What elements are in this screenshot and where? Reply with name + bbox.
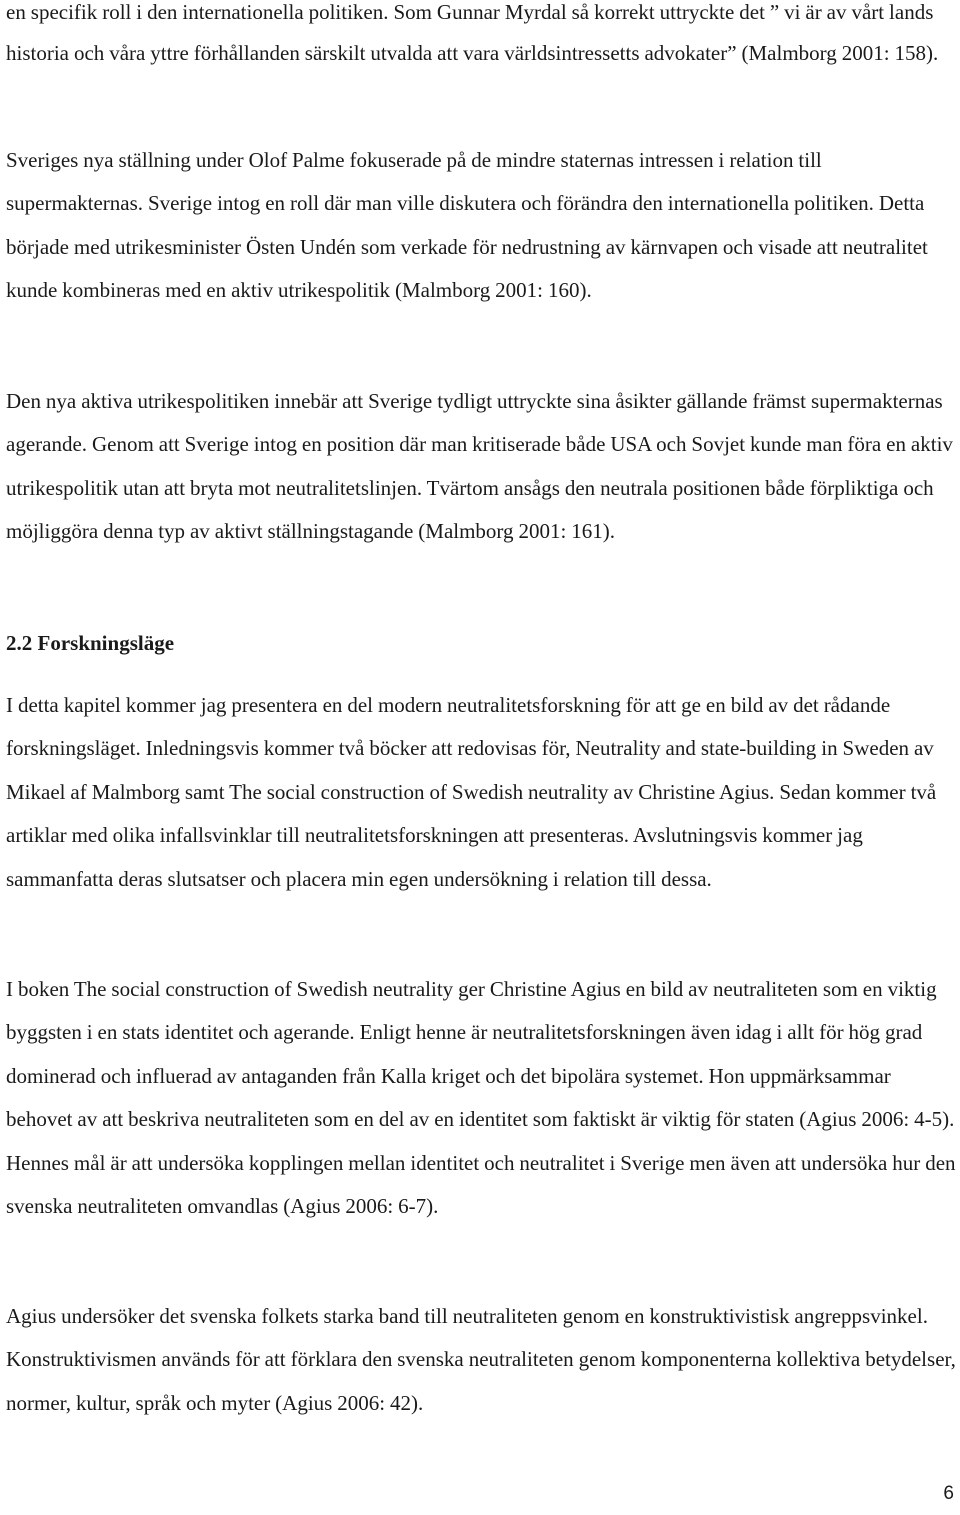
paragraph-research-overview: I detta kapitel kommer jag presentera en del modern neutralitetsforskning för att ge en bild av det rådande forskningsläget. Inledningsvis kommer två böcker att redovisas för, Neutrality and state-building in Sweden av Mikael af Malmborg samt The social construction of Swedish neutrality av Christine Agius. Sedan kommer två artiklar med olika infallsvinklar till neutralitetsforskningen att presenteras. Avslutningsvis kommer jag sammanfatta deras slutsatser och placera min egen undersökning i relation till dessa. [6, 693, 937, 891]
paragraph-constructivism: Agius undersöker det svenska folkets starka band till neutraliteten genom en konstruktivistisk angreppsvinkel. Konstruktivismen används för att förklara den svenska neutraliteten genom komponenterna kollektiva betydelser, normer, kultur, språk och myter (Agius 2006: 42). [6, 1304, 956, 1415]
paragraph-active-foreign-policy: Den nya aktiva utrikespolitiken innebär att Sverige tydligt uttryckte sina åsikter gällande främst supermakternas agerande. Genom att Sverige intog en position där man kritiserade både USA och Sovjet kunde man föra en aktiv utrikespolitik utan att bryta mot neutralitetslinjen. Tvärtom ansågs den neutrala positionen både förpliktiga och möjliggöra denna typ av aktivt ställningstagande (Malmborg 2001: 161). [6, 389, 953, 544]
paragraph-intro: en specifik roll i den internationella politiken. Som Gunnar Myrdal så korrekt uttryckte det ” vi är av vårt lands historia och våra yttre förhållanden särskilt utvalda att vara världsintressetts advokater” (Malmborg 2001: 158). [6, 0, 939, 65]
paragraph-agius-book: I boken The social construction of Swedish neutrality ger Christine Agius en bild av neutraliteten som en viktig byggsten i en stats identitet och agerande. Enligt henne är neutralitetsforskningen även idag i allt för hög grad dominerad och influerad av antaganden från Kalla kriget och det bipolära systemet. Hon uppmärksammar behovet av att beskriva neutraliteten som en del av en identitet som faktiskt är viktig för staten (Agius 2006: 4-5). Hennes mål är att undersöka kopplingen mellan identitet och neutralitet i Sverige men även att undersöka hur den svenska neutraliteten omvandlas (Agius 2006: 6-7). [6, 977, 956, 1219]
page-number: 6 [943, 1483, 954, 1504]
section-heading: 2.2 Forskningsläge [6, 631, 175, 655]
paragraph-palme: Sveriges nya ställning under Olof Palme fokuserade på de mindre staternas intressen i relation till supermakternas. Sverige intog en roll där man ville diskutera och förändra den internationella politiken. Detta började med utrikesminister Östen Undén som verkade för nedrustning av kärnvapen och visade att neutralitet kunde kombineras med en aktiv utrikespolitik (Malmborg 2001: 160). [6, 148, 928, 303]
